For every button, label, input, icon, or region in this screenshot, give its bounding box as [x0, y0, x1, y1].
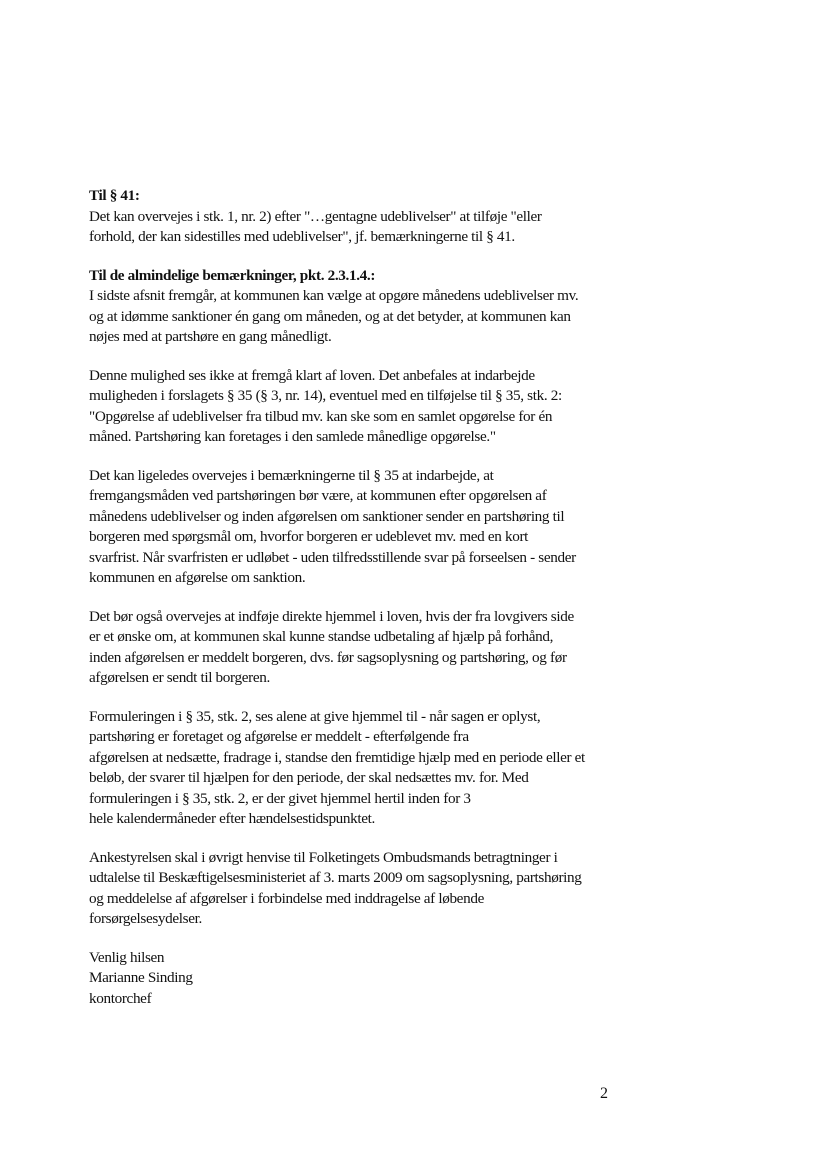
paragraph-line: Det bør også overvejes at indføje direkte hjemmel i loven, hvis der fra lovgivers side — [89, 607, 574, 625]
general-remarks-line: og at idømme sanktioner én gang om måneden, og at det betyder, at kommunen kan — [89, 307, 571, 325]
paragraph-line: forsørgelsesydelser. — [89, 910, 202, 927]
section-41-heading: Til § 41: — [89, 187, 140, 204]
page-number: 2 — [600, 1085, 608, 1102]
paragraph-line: hele kalendermåneder efter hændelsestidspunktet. — [89, 810, 375, 827]
paragraph-line: udtalelse til Beskæftigelsesministeriet af 3. marts 2009 om sagsoplysning, partshøring — [89, 869, 582, 886]
paragraph-line: Formuleringen i § 35, stk. 2, ses alene at give hjemmel til - når sagen er oplyst, — [89, 707, 541, 725]
signature-block — [89, 948, 629, 1010]
paragraph-line: Denne mulighed ses ikke at fremgå klart af loven. Det anbefales at indarbejde — [89, 366, 535, 384]
paragraph-line: formuleringen i § 35, stk. 2, er der givet hjemmel hertil inden for 3 — [89, 789, 471, 807]
paragraph-line: afgørelsen at nedsætte, fradrage i, standse den fremtidige hjælp med en periode eller et — [89, 748, 585, 766]
paragraph-line: muligheden i forslagets § 35 (§ 3, nr. 14), eventuel med en tilføjelse til § 35, stk. 2: — [89, 387, 562, 404]
signature-title: kontorchef — [89, 989, 152, 1007]
paragraph-line: partshøring er foretaget og afgørelse er meddelt - efterfølgende fra — [89, 728, 469, 745]
possibility-paragraph — [89, 366, 629, 448]
section-41 — [89, 186, 629, 248]
formulation-paragraph — [89, 707, 629, 830]
paragraph-gap — [89, 689, 629, 707]
paragraph-line: beløb, der svarer til hjælpen for den periode, der skal nedsættes mv. for. Med — [89, 769, 529, 786]
paragraph-gap — [89, 830, 629, 848]
signature-name: Marianne Sinding — [89, 969, 193, 986]
paragraph-line: og meddelelse af afgørelser i forbindelse med inddragelse af løbende — [89, 889, 484, 907]
ombudsman-paragraph — [89, 848, 629, 930]
paragraph-line: borgeren med spørgsmål om, hvorfor borgeren er udeblevet mv. med en kort — [89, 528, 529, 545]
section-41-line: Det kan overvejes i stk. 1, nr. 2) efter "…gentagne udeblivelser" at tilføje "eller — [89, 207, 542, 225]
general-remarks-section — [89, 266, 629, 348]
general-remarks-line: I sidste afsnit fremgår, at kommunen kan vælge at opgøre månedens udeblivelser mv. — [89, 287, 579, 304]
paragraph-line: svarfrist. Når svarfristen er udløbet - uden tilfredsstillende svar på forseelsen - sender — [89, 548, 576, 566]
paragraph-line: afgørelsen er sendt til borgeren. — [89, 669, 270, 686]
paragraph-line: er et ønske om, at kommunen skal kunne standse udbetaling af hjælp på forhånd, — [89, 628, 554, 645]
paragraph-line: månedens udeblivelser og inden afgørelsen om sanktioner sender en partshøring til — [89, 507, 565, 525]
paragraph-gap — [89, 930, 629, 948]
paragraph-gap — [89, 589, 629, 607]
signature-closing: Venlig hilsen — [89, 948, 165, 966]
paragraph-line: kommunen en afgørelse om sanktion. — [89, 569, 306, 586]
paragraph-line: fremgangsmåden ved partshøringen bør være, at kommunen efter opgørelsen af — [89, 487, 547, 504]
paragraph-line: måned. Partshøring kan foretages i den samlede månedlige opgørelse." — [89, 428, 496, 445]
general-remarks-heading: Til de almindelige bemærkninger, pkt. 2.3.1.4.: — [89, 266, 376, 284]
procedure-paragraph — [89, 466, 629, 589]
paragraph-gap — [89, 448, 629, 466]
paragraph-line: Ankestyrelsen skal i øvrigt henvise til Folketingets Ombudsmands betragtninger i — [89, 848, 558, 866]
authority-paragraph — [89, 607, 629, 689]
paragraph-line: inden afgørelsen er meddelt borgeren, dvs. før sagsoplysning og partshøring, og før — [89, 648, 567, 666]
general-remarks-line: nøjes med at partshøre en gang månedligt. — [89, 328, 332, 345]
letter-body — [89, 186, 629, 1009]
paragraph-line: Det kan ligeledes overvejes i bemærkningerne til § 35 at indarbejde, at — [89, 466, 494, 484]
section-41-line: forhold, der kan sidestilles med udeblivelser", jf. bemærkningerne til § 41. — [89, 228, 515, 245]
paragraph-gap — [89, 248, 629, 266]
paragraph-gap — [89, 348, 629, 366]
paragraph-line: "Opgørelse af udeblivelser fra tilbud mv. kan ske som en samlet opgørelse for én — [89, 407, 553, 425]
